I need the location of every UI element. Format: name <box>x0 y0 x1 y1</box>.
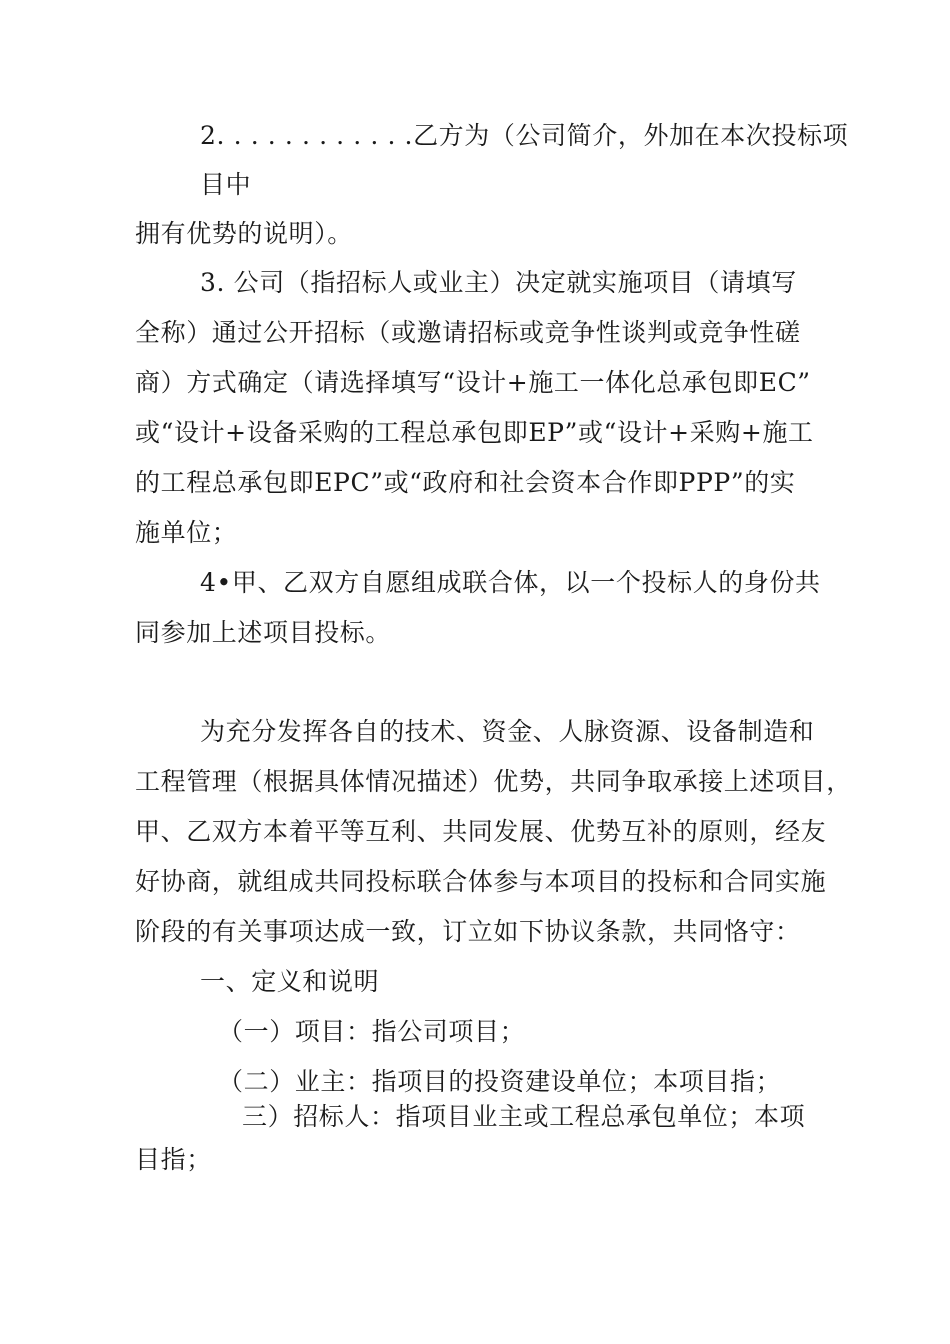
text-line-16: 阶段的有关事项达成一致，订立如下协议条款，共同恪守： <box>135 917 801 946</box>
text-line-18: （一）项目：指公司项目； <box>218 1017 526 1046</box>
text-line-8: 的工程总承包即EPC”或“政府和社会资本合作即PPP”的实 <box>135 468 796 497</box>
text-line-11: 同参加上述项目投标。 <box>135 618 392 647</box>
text-line-21: 目指； <box>135 1145 212 1174</box>
text-line-19: （二）业主：指项目的投资建设单位；本项目指； <box>218 1067 782 1096</box>
text-line-5: 全称）通过公开招标（或邀请招标或竞争性谈判或竞争性磋 <box>135 318 801 347</box>
text-line-14: 甲、乙双方本着平等互利、共同发展、优势互补的原则，经友 <box>135 817 827 846</box>
text-line-2: 目中 <box>200 170 252 199</box>
text-line-3: 拥有优势的说明）。 <box>135 219 353 248</box>
text-line-9: 施单位； <box>135 518 238 547</box>
text-line-1: 2. . . . . . . . . . . .乙方为（公司简介，外加在本次投标项 <box>200 121 849 150</box>
text-line-10: 4•甲、乙双方自愿组成联合体，以一个投标人的身份共 <box>200 568 821 597</box>
text-line-7: 或“设计+设备采购的工程总承包即EP”或“设计+采购+施工 <box>135 418 814 447</box>
text-line-4: 3. 公司（指招标人或业主）决定就实施项目（请填写 <box>200 268 797 297</box>
text-line-13: 工程管理（根据具体情况描述）优势，共同争取承接上述项目， <box>135 767 852 796</box>
text-line-6: 商）方式确定（请选择填写“设计+施工一体化总承包即EC” <box>135 368 811 397</box>
text-line-20: 三）招标人：指项目业主或工程总承包单位；本项 <box>242 1102 806 1131</box>
section-heading-definitions: 一、定义和说明 <box>200 967 380 996</box>
text-line-15: 好协商，就组成共同投标联合体参与本项目的投标和合同实施 <box>135 867 827 896</box>
text-line-12: 为充分发挥各自的技术、资金、人脉资源、设备制造和 <box>200 717 815 746</box>
